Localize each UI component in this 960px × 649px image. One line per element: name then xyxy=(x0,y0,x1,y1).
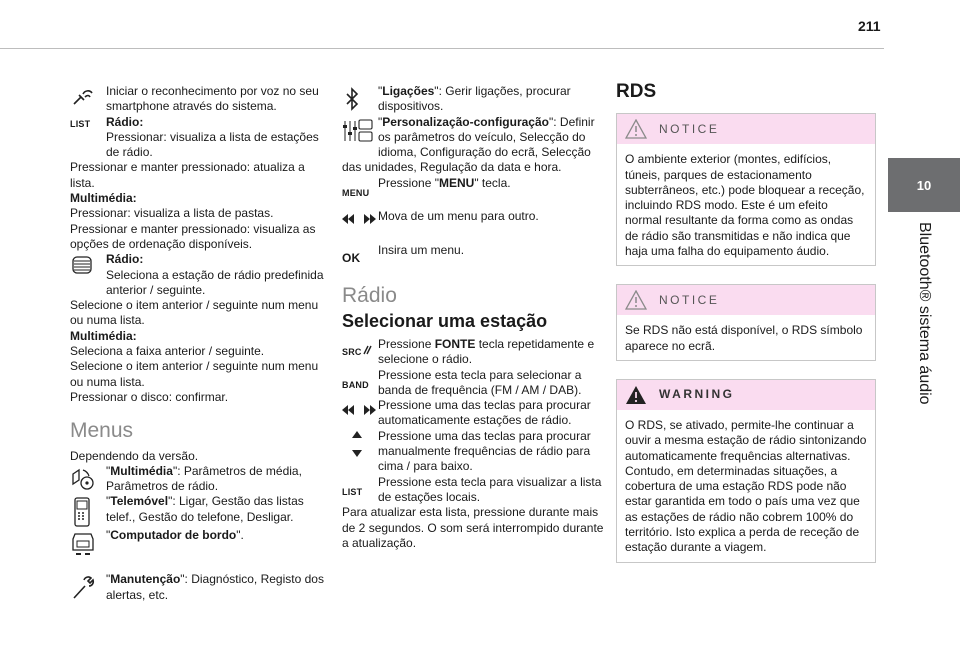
notice-text-2: Se RDS não está disponível, o RDS símbolo aparece no ecrã. xyxy=(625,323,863,353)
menu-trip-computer xyxy=(70,528,328,560)
list-media-label: Multimédia: xyxy=(70,191,137,206)
menu-connections xyxy=(342,84,604,115)
voice-command-icon xyxy=(70,84,106,115)
phone-text: "Telemóvel": Ligar, Gestão das listas telef., Gestão do telefone, Desligar. xyxy=(106,494,304,524)
wheel-radio-line-2: Selecione o item anterior / seguinte num menu ou numa lista. xyxy=(70,298,319,328)
maintenance-text: "Manutenção": Diagnóstico, Registo dos alertas, etc. xyxy=(106,572,324,602)
phone-icon xyxy=(70,494,106,528)
select-station-title: Selecionar uma estação xyxy=(342,310,548,331)
multimedia-text: "Multimédia": Parâmetros de média, Parâmetros de rádio. xyxy=(106,463,302,494)
list-radio-label: Rádio: xyxy=(106,114,144,129)
notice-label-2: NOTICE xyxy=(659,292,720,307)
refresh-text: Para atualizar esta lista, pressione durante mais de 2 segundos. O som será interrompido durante a atualização. xyxy=(342,505,604,550)
ok-item xyxy=(342,243,604,266)
arrows-item xyxy=(342,209,604,225)
up-down-arrows-icon xyxy=(342,429,378,463)
warning-text: O RDS, se ativado, permite-lhe continuar a ouvir a mesma estação de rádio sintonizando automaticamente frequências alternativas. Contudo, em determinadas situações, a cobertura de uma estação RDS pode não estar garantida em todo o país uma vez que as estações de rádio não cobrem 100% do território. Isto explica a perda de receção de estação durante a viagem. xyxy=(625,417,867,555)
menus-title: Menus xyxy=(70,419,134,443)
arrows-text: Mova de um menu para outro. xyxy=(378,209,539,224)
list-radio-line-2: Pressionar e manter pressionado: atualiza a lista. xyxy=(70,160,305,190)
menu-key-item xyxy=(342,176,604,201)
radio-title: Rádio xyxy=(342,284,397,308)
notice-triangle-icon xyxy=(625,290,647,310)
warning-triangle-icon xyxy=(625,385,647,405)
warning-box xyxy=(616,379,876,563)
chapter-tab: 10 xyxy=(888,158,960,212)
list-icon: LIST xyxy=(70,118,91,129)
voice-text: Iniciar o reconhecimento por voz no seu smartphone através do sistema. xyxy=(106,84,319,114)
seek-item xyxy=(342,398,604,429)
menu-multimedia xyxy=(70,464,328,495)
list-radio-line-1: Pressionar: visualiza a lista de estações de rádio. xyxy=(106,129,319,160)
src-key-icon: SRC xyxy=(342,337,378,368)
warning-label: WARNING xyxy=(659,387,735,402)
band-text: Pressione esta tecla para selecionar a banda de frequência (FM / AM / DAB). xyxy=(378,367,582,397)
list-media-line-1: Pressionar: visualiza a lista de pastas. xyxy=(70,206,274,221)
ok-key-icon: OK xyxy=(342,251,361,266)
bluetooth-icon xyxy=(342,84,378,115)
notice-box-1 xyxy=(616,113,876,266)
notice-box-2 xyxy=(616,284,876,361)
header-rule xyxy=(0,48,884,49)
configuration-text: "Personalização-configuração": Definir os parâmetros do veículo, Selecção do idioma, Configuração do ecrã, Selecção das unidades, Regulação da data e hora. xyxy=(342,114,595,175)
notice-header-1 xyxy=(617,114,875,144)
list-item xyxy=(70,115,328,253)
list-media-line-2: Pressionar e manter pressionado: visualiza as opções de ordenação disponíveis. xyxy=(70,221,316,251)
list-stations-item xyxy=(342,475,604,506)
menus-intro: Dependendo da versão. xyxy=(70,448,199,463)
band-key-icon: BAND xyxy=(342,379,369,390)
band-item xyxy=(342,368,604,399)
menu-maintenance xyxy=(70,572,328,603)
wheel-media-line-3: Pressionar o disco: confirmar. xyxy=(70,389,229,404)
notice-header-2 xyxy=(617,285,875,315)
rds-title: RDS xyxy=(616,81,657,102)
wheel-media-label: Multimédia: xyxy=(70,328,137,343)
voice-item xyxy=(70,84,328,115)
chapter-label: Bluetooth® sistema áudio xyxy=(916,222,933,405)
thumbwheel-icon xyxy=(70,252,106,284)
manual-item xyxy=(342,429,604,475)
wheel-media-line-2: Selecione o item anterior / seguinte num menu ou numa lista. xyxy=(70,359,319,389)
menu-key-icon: MENU xyxy=(342,187,370,198)
manual-text: Pressione uma das teclas para procurar manualmente frequências de rádio para cima / para baixo. xyxy=(378,428,591,474)
column-3 xyxy=(616,81,876,581)
wheel-radio-label: Rádio: xyxy=(106,252,144,267)
menu-key-text: Pressione "MENU" tecla. xyxy=(378,175,511,190)
seek-text: Pressione uma das teclas para procurar automaticamente estações de rádio. xyxy=(378,398,591,428)
list-stations-text: Pressione esta tecla para visualizar a lista de estações locais. xyxy=(378,474,602,504)
column-1 xyxy=(70,84,328,603)
menu-phone xyxy=(70,494,328,528)
trip-computer-text: "Computador de bordo". xyxy=(106,528,244,543)
notice-text-1: O ambiente exterior (montes, edifícios, túneis, parques de estacionamento subterrâneos, etc.) pode bloquear a receção, incluindo RDS modo. Este é um efeito normal resultante da forma como as ondas de rádio são transmitidas e não indica que haja uma falha do equipamento áudio. xyxy=(625,152,865,259)
wheel-media-line-1: Seleciona a faixa anterior / seguinte. xyxy=(70,344,265,359)
src-item xyxy=(342,337,604,368)
notice-label-1: NOTICE xyxy=(659,121,720,136)
trip-computer-icon xyxy=(70,528,106,560)
left-right-arrows-icon xyxy=(342,209,378,225)
wheel-item xyxy=(70,252,328,405)
src-text: Pressione FONTE tecla repetidamente e selecione o rádio. xyxy=(378,336,595,367)
menu-configuration xyxy=(342,115,604,176)
page-number: 211 xyxy=(858,18,881,34)
column-2 xyxy=(342,84,604,551)
settings-icon xyxy=(342,115,378,147)
notice-triangle-icon xyxy=(625,119,647,139)
ok-text: Insira um menu. xyxy=(378,243,465,258)
warning-header xyxy=(617,380,875,410)
multimedia-icon xyxy=(70,464,106,495)
wheel-radio-line-1: Seleciona a estação de rádio predefinida anterior / seguinte. xyxy=(106,267,324,297)
list-key-icon: LIST xyxy=(342,486,363,497)
wrench-icon xyxy=(70,572,106,603)
connections-text: "Ligações": Gerir ligações, procurar dispositivos. xyxy=(378,84,571,114)
seek-arrows-icon xyxy=(342,398,378,429)
